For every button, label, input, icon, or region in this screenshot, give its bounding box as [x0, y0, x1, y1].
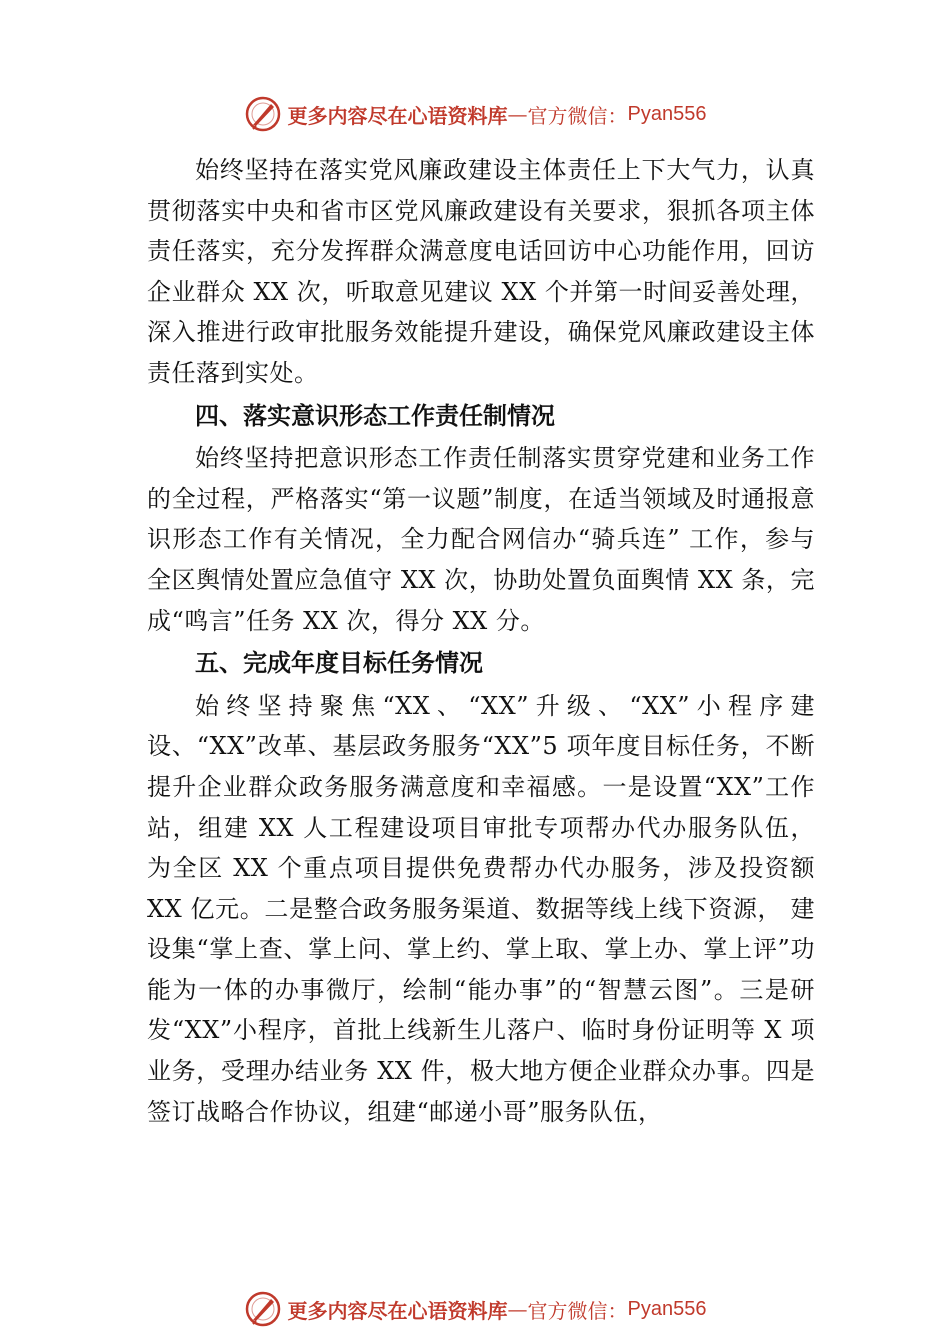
banner-main-text: 更多内容尽在心语资料库	[287, 1298, 508, 1323]
paragraph-ideology: 始终坚持把意识形态工作责任制落实贯穿党建和业务工作的全过程，严格落实“第一议题”制度，在适当领域及时通报意识形态工作有关情况，全力配合网信办“骑兵连” 工作，参与全区舆情处置应急值守 XX 次，协助处置负面舆情 XX 条，完成“鸣言”任务 XX 次，得分 XX 分。	[147, 444, 815, 635]
banner-wechat-id: Pyan556	[627, 1297, 707, 1320]
quill-logo-icon	[244, 95, 282, 133]
section-heading-5: 五、完成年度目标任务情况	[195, 649, 483, 678]
paragraph-annual-goals: 始终坚持聚焦“XX、“XX”升级、“XX”小程序建设、“XX”改革、基层政务服务“XX”5 项年度目标任务，不断提升企业群众政务服务满意度和幸福感。一是设置“XX”工作站，组建 XX 人工程建设项目审批专项帮办代办服务队伍， 为全区 XX 个重点项目提供免费帮办代办服务，涉及投资额 XX 亿元。二是整合政务服务渠道、数据等线上线下资源， 建设集“掌上查、掌上问、掌上约、掌上取、掌上办、掌上评”功能为一体的办事微厅，绘制“能办事”的“智慧云图”。三是研发“XX”小程序，首批上线新生儿落户、临时身份证明等 X 项业务，受理办结业务 XX 件，极大地方便企业群众办事。四是签订战略合作协议，组建“邮递小哥”服务队伍，	[147, 691, 815, 1126]
banner-dash: —	[507, 102, 528, 126]
banner-label: 官方微信：	[527, 1298, 628, 1323]
header-watermark-banner	[0, 94, 950, 134]
footer-watermark-banner	[0, 1289, 950, 1329]
banner-main-text: 更多内容尽在心语资料库	[287, 103, 508, 128]
document-body	[147, 150, 815, 1132]
banner-dash: —	[507, 1297, 528, 1321]
banner-wechat-id: Pyan556	[627, 102, 707, 125]
banner-label: 官方微信：	[527, 103, 628, 128]
section-heading-4: 四、落实意识形态工作责任制情况	[195, 401, 555, 430]
quill-logo-icon	[244, 1290, 282, 1328]
paragraph-party-conduct: 始终坚持在落实党风廉政建设主体责任上下大气力，认真贯彻落实中央和省市区党风廉政建设有关要求，狠抓各项主体责任落实，充分发挥群众满意度电话回访中心功能作用，回访企业群众 XX 次，听取意见建议 XX 个并第一时间妥善处理，深入推进行政审批服务效能提升建设，确保党风廉政建设主体责任落到实处。	[147, 156, 815, 387]
